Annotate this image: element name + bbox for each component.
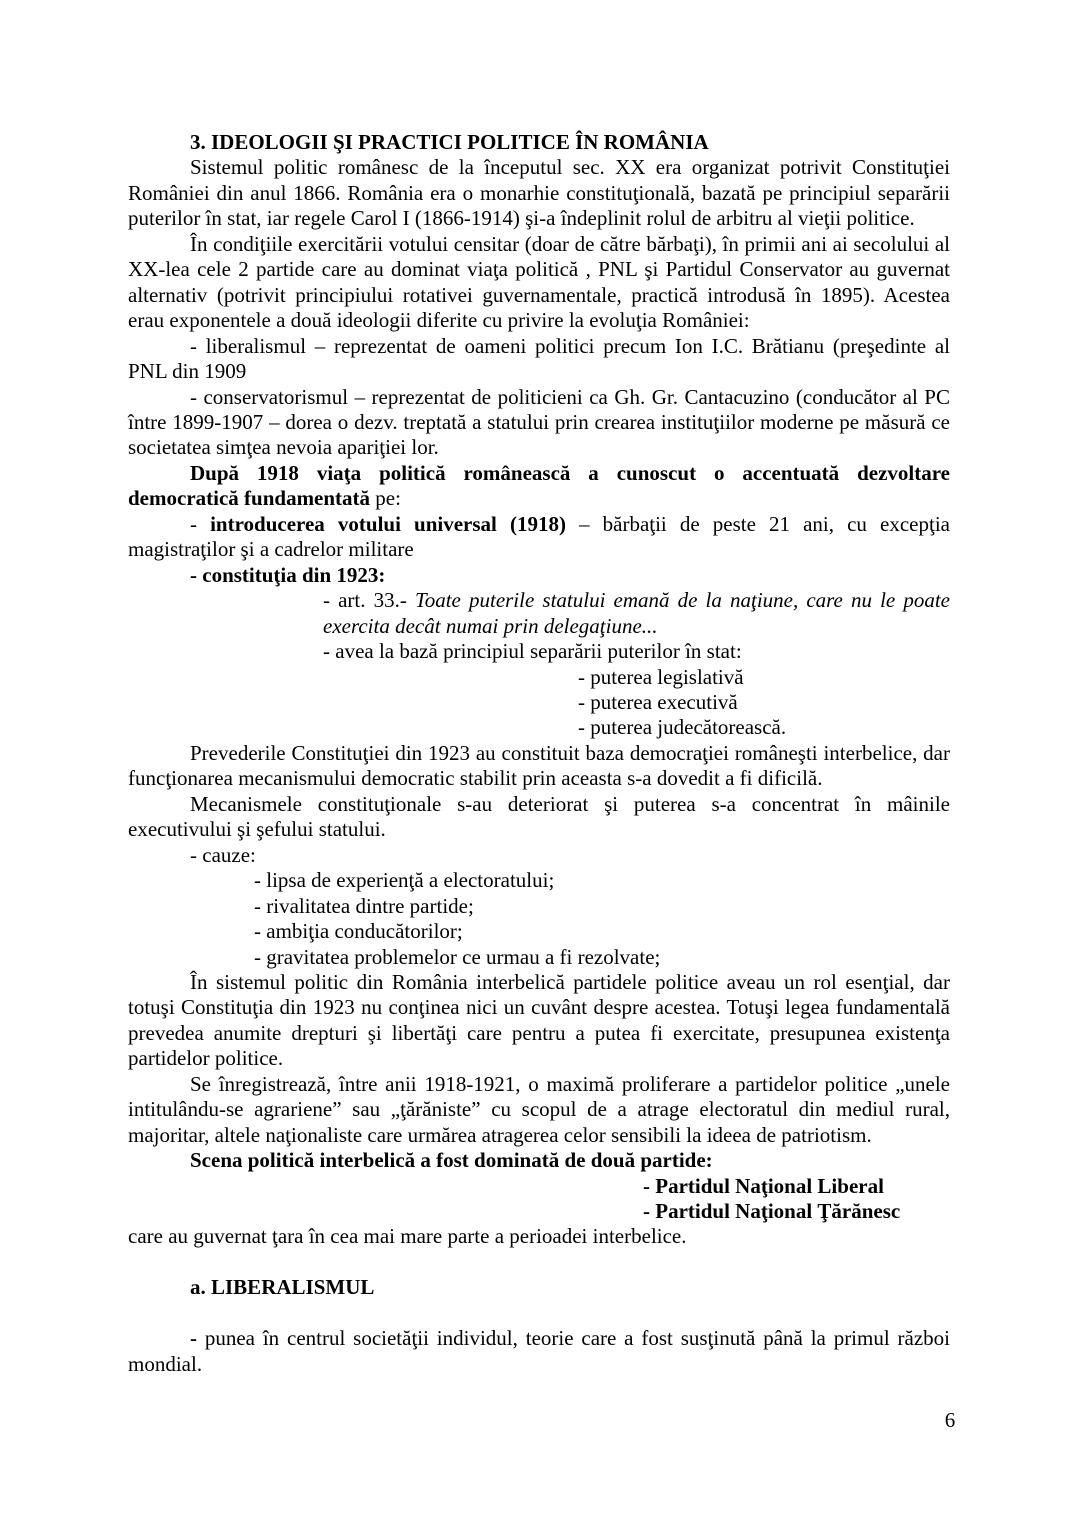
paragraph-text: – bărbaţii de peste 21 ani, cu excepţia magistraţilor şi a cadrelor militare [128, 511, 950, 562]
doc-title-text: 3. IDEOLOGII ŞI PRACTICI POLITICE ÎN ROMÂNIA [190, 130, 709, 154]
paragraph-text: - gravitatea problemelor ce urmau a fi rezolvate; [254, 944, 661, 969]
paragraph-text: pe: [370, 486, 401, 511]
sub-item-executive-power [578, 690, 950, 715]
party-item-pnl [643, 1174, 950, 1199]
paragraph-text: - cauze: [190, 842, 256, 867]
sub-item-legislative-power [578, 665, 950, 690]
list-dash: - [190, 511, 211, 536]
section-heading-liberalism [128, 1275, 950, 1300]
paragraph-text: - avea la bază principiul separării puterilor în stat: [323, 639, 742, 664]
page-number: 6 [944, 1408, 956, 1432]
paragraph-text: - conservatorismul – reprezentat de politicieni ca Gh. Gr. Cantacuzino (conducător al PC între 1899-1907 – dorea o dezv. treptată a statului prin crearea instituţiilor moderne pe măsură ce societatea simţea nevoia apariţiei lor. [128, 384, 950, 460]
paragraph-text-bold: introducerea votului universal (1918) [210, 511, 566, 536]
paragraph-text-italic: Toate puterile statului emană de la naţiune, care nu le poate exercita decât numai prin delegaţiune... [323, 588, 950, 638]
paragraph-text: - puterea legislativă [578, 664, 744, 689]
paragraph-text: - art. 33.- [323, 588, 415, 613]
blank-line [128, 1250, 950, 1275]
paragraph-after-1918 [128, 461, 950, 512]
paragraph-text-bold: După 1918 viaţa politică românească a cunoscut o accentuată dezvoltare democratică fundamentată [128, 460, 950, 511]
party-item-pnt [643, 1199, 950, 1224]
paragraph-text: În condiţiile exercitării votului censitar (doar de către bărbaţi), în primii ani ai secolului al XX-lea cele 2 partide care au dominat viaţa politică , PNL şi Partidul Conservator au guvernat alternativ (potrivit principiului rotativei guvernamentale, practică introdusă în 1895). Acestea erau exponentele a două ideologii diferite cu privire la evoluţia României: [128, 231, 950, 333]
sub-item-article-33 [323, 588, 950, 639]
paragraph-text-bold: - Partidul Naţional Liberal [643, 1173, 884, 1198]
paragraph-text: - puterea executivă [578, 689, 738, 714]
paragraph-liberalism-definition [128, 1326, 950, 1377]
paragraph-intro-1 [128, 155, 950, 231]
paragraph-text: - lipsa de experienţă a electoratului; [254, 868, 555, 893]
paragraph-text: Prevederile Constituţiei din 1923 au constituit baza democraţiei româneşti interbelice, dar funcţionarea mecanismului democratic stabilit prin aceasta s-a dovedit a fi dificilă. [128, 740, 950, 791]
list-dash: - [190, 1326, 205, 1351]
list-item-constitution-1923 [128, 563, 950, 588]
list-item-causes [128, 843, 950, 868]
cause-item-problems [254, 945, 950, 970]
paragraph-text: - rivalitatea dintre partide; [254, 893, 474, 918]
paragraph-mechanisms [128, 792, 950, 843]
list-item-liberalism [128, 334, 950, 385]
paragraph-party-proliferation [128, 1072, 950, 1148]
paragraph-intro-2 [128, 232, 950, 334]
paragraph-text: Mecanismele constituţionale s-au deteriorat şi puterea s-a concentrat în mâinile executivului şi şefului statului. [128, 791, 950, 842]
paragraph-text-bold: - Partidul Naţional Ţărănesc [643, 1199, 901, 1224]
paragraph-text: - puterea judecătorească. [578, 715, 787, 740]
paragraph-text: care au guvernat ţara în cea mai mare parte a perioadei interbelice. [128, 1224, 687, 1249]
cause-item-rivalry [254, 894, 950, 919]
cause-item-ambition [254, 919, 950, 944]
list-item-conservatism [128, 385, 950, 461]
paragraph-text: Sistemul politic românesc de la începutul sec. XX era organizat potrivit Constituţiei României din anul 1866. România era o monarhie constituţională, bazată pe principiul separării puterilor în stat, iar regele Carol I (1866-1914) şi-a îndeplinit rolul de arbitru al vieţii politice. [128, 155, 950, 231]
list-item-universal-vote [128, 512, 950, 563]
section-heading-text: a. LIBERALISMUL [190, 1275, 375, 1300]
paragraph-governed-country [128, 1224, 950, 1249]
paragraph-text: În sistemul politic din România interbelică partidele politice aveau un rol esenţial, dar totuşi Constituţia din 1923 nu conţinea nici un cuvânt despre acestea. Totuşi legea fundamentală prevedea anumite drepturi şi libertăţi care pentru a putea fi exercitate, presupunea existenţa partidelor politice. [128, 969, 950, 1071]
paragraph-text: - liberalismul – reprezentat de oameni politici precum Ion I.C. Brătianu (preşedinte al PNL din 1909 [128, 333, 950, 384]
cause-item-experience [254, 868, 950, 893]
paragraph-text: punea în centrul societăţii individul, teorie care a fost susţinută până la primul război mondial. [128, 1326, 950, 1376]
document-body [128, 130, 950, 1377]
paragraph-text-bold: - constituţia din 1923: [190, 562, 386, 587]
sub-item-judicial-power [578, 715, 950, 740]
paragraph-parties-role [128, 970, 950, 1072]
sub-item-separation-principle [323, 639, 950, 664]
blank-line [128, 1301, 950, 1326]
paragraph-text-bold: Scena politică interbelică a fost dominată de două partide: [190, 1148, 713, 1173]
paragraph-constitution-provisions [128, 741, 950, 792]
paragraph-text: - ambiţia conducătorilor; [254, 919, 463, 944]
paragraph-text: Se înregistrează, între anii 1918-1921, o maximă proliferare a partidelor politice „unele intitulându-se agrariene” sau „ţărăniste” cu scopul de a atrage electoratul din mediul rural, majoritar, altele naţionaliste care urmărea atragerea celor sensibili la ideea de patriotism. [128, 1071, 950, 1147]
paragraph-political-scene [128, 1148, 950, 1173]
doc-title [128, 130, 950, 155]
